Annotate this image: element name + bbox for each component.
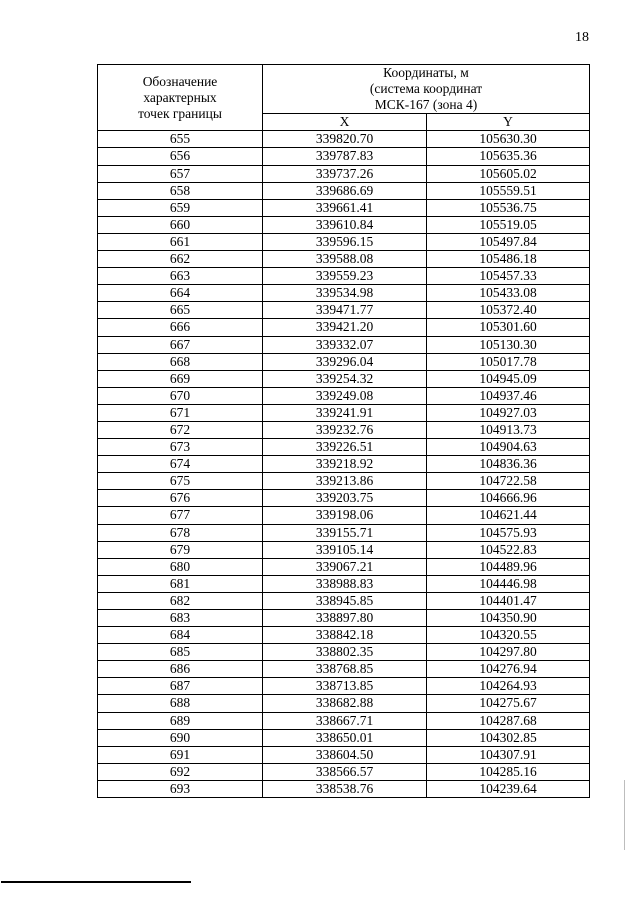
y-coordinate-cell: 104904.63 — [427, 439, 590, 456]
point-id-cell: 686 — [98, 661, 263, 678]
y-coordinate-cell: 104446.98 — [427, 575, 590, 592]
point-id-cell: 659 — [98, 199, 263, 216]
margin-mark — [624, 780, 625, 850]
point-id-cell: 663 — [98, 268, 263, 285]
header-x: X — [263, 114, 427, 131]
x-coordinate-cell: 339820.70 — [263, 131, 427, 148]
x-coordinate-cell: 339737.26 — [263, 165, 427, 182]
point-id-cell: 690 — [98, 729, 263, 746]
point-id-cell: 692 — [98, 763, 263, 780]
point-id-cell: 674 — [98, 456, 263, 473]
y-coordinate-cell: 104575.93 — [427, 524, 590, 541]
point-id-cell: 681 — [98, 575, 263, 592]
x-coordinate-cell: 339232.76 — [263, 421, 427, 438]
header-coordinates-line: Координаты, м — [383, 65, 469, 80]
point-id-cell: 666 — [98, 319, 263, 336]
x-coordinate-cell: 339067.21 — [263, 558, 427, 575]
x-coordinate-cell: 339105.14 — [263, 541, 427, 558]
y-coordinate-cell: 104264.93 — [427, 678, 590, 695]
table-row — [98, 712, 590, 729]
table-row — [98, 661, 590, 678]
point-id-cell: 669 — [98, 370, 263, 387]
y-coordinate-cell: 104276.94 — [427, 661, 590, 678]
point-id-cell: 691 — [98, 746, 263, 763]
y-coordinate-cell: 104489.96 — [427, 558, 590, 575]
table-row — [98, 268, 590, 285]
table-row — [98, 251, 590, 268]
y-coordinate-cell: 105372.40 — [427, 302, 590, 319]
y-coordinate-cell: 104320.55 — [427, 627, 590, 644]
table-row — [98, 285, 590, 302]
point-id-cell: 688 — [98, 695, 263, 712]
table-row — [98, 353, 590, 370]
table-row — [98, 575, 590, 592]
table-row — [98, 131, 590, 148]
table-row — [98, 233, 590, 250]
x-coordinate-cell: 339198.06 — [263, 507, 427, 524]
x-coordinate-cell: 338802.35 — [263, 644, 427, 661]
x-coordinate-cell: 339241.91 — [263, 404, 427, 421]
x-coordinate-cell: 339686.69 — [263, 182, 427, 199]
y-coordinate-cell: 105559.51 — [427, 182, 590, 199]
point-id-cell: 661 — [98, 233, 263, 250]
table-row — [98, 216, 590, 233]
y-coordinate-cell: 105301.60 — [427, 319, 590, 336]
x-coordinate-cell: 339203.75 — [263, 490, 427, 507]
y-coordinate-cell: 104350.90 — [427, 610, 590, 627]
point-id-cell: 677 — [98, 507, 263, 524]
point-id-cell: 675 — [98, 473, 263, 490]
y-coordinate-cell: 104937.46 — [427, 387, 590, 404]
header-coordinates-line: МСК-167 (зона 4) — [374, 97, 478, 113]
table-row — [98, 439, 590, 456]
point-id-cell: 684 — [98, 627, 263, 644]
point-id-cell: 685 — [98, 644, 263, 661]
table-row — [98, 148, 590, 165]
y-coordinate-cell: 104666.96 — [427, 490, 590, 507]
table-row — [98, 182, 590, 199]
y-coordinate-cell: 104522.83 — [427, 541, 590, 558]
table-row — [98, 302, 590, 319]
x-coordinate-cell: 339296.04 — [263, 353, 427, 370]
y-coordinate-cell: 105605.02 — [427, 165, 590, 182]
table-row — [98, 524, 590, 541]
table-row — [98, 387, 590, 404]
header-coordinates — [263, 65, 590, 114]
x-coordinate-cell: 338988.83 — [263, 575, 427, 592]
table-row — [98, 627, 590, 644]
table-row — [98, 592, 590, 609]
x-coordinate-cell: 339596.15 — [263, 233, 427, 250]
point-id-cell: 656 — [98, 148, 263, 165]
y-coordinate-cell: 104275.67 — [427, 695, 590, 712]
x-coordinate-cell: 339588.08 — [263, 251, 427, 268]
coordinates-table — [97, 64, 590, 798]
y-coordinate-cell: 104302.85 — [427, 729, 590, 746]
x-coordinate-cell: 339787.83 — [263, 148, 427, 165]
y-coordinate-cell: 105433.08 — [427, 285, 590, 302]
point-id-cell: 693 — [98, 780, 263, 797]
table-row — [98, 729, 590, 746]
x-coordinate-cell: 339610.84 — [263, 216, 427, 233]
point-id-cell: 670 — [98, 387, 263, 404]
table-row — [98, 558, 590, 575]
x-coordinate-cell: 339254.32 — [263, 370, 427, 387]
point-id-cell: 657 — [98, 165, 263, 182]
x-coordinate-cell: 339559.23 — [263, 268, 427, 285]
header-points-line: точек границы — [138, 105, 222, 121]
table-row — [98, 490, 590, 507]
header-points — [98, 65, 263, 131]
point-id-cell: 655 — [98, 131, 263, 148]
x-coordinate-cell: 338650.01 — [263, 729, 427, 746]
header-coordinates-line: (система координат — [369, 81, 483, 97]
y-coordinate-cell: 104239.64 — [427, 780, 590, 797]
table-row — [98, 199, 590, 216]
x-coordinate-cell: 339218.92 — [263, 456, 427, 473]
y-coordinate-cell: 104401.47 — [427, 592, 590, 609]
x-coordinate-cell: 339213.86 — [263, 473, 427, 490]
table-row — [98, 644, 590, 661]
y-coordinate-cell: 105519.05 — [427, 216, 590, 233]
x-coordinate-cell: 338604.50 — [263, 746, 427, 763]
x-coordinate-cell: 338682.88 — [263, 695, 427, 712]
point-id-cell: 678 — [98, 524, 263, 541]
bottom-rule — [1, 881, 191, 883]
x-coordinate-cell: 339226.51 — [263, 439, 427, 456]
point-id-cell: 658 — [98, 182, 263, 199]
y-coordinate-cell: 105017.78 — [427, 353, 590, 370]
point-id-cell: 682 — [98, 592, 263, 609]
point-id-cell: 687 — [98, 678, 263, 695]
x-coordinate-cell: 339471.77 — [263, 302, 427, 319]
y-coordinate-cell: 105130.30 — [427, 336, 590, 353]
x-coordinate-cell: 339421.20 — [263, 319, 427, 336]
point-id-cell: 683 — [98, 610, 263, 627]
table-row — [98, 780, 590, 797]
y-coordinate-cell: 104927.03 — [427, 404, 590, 421]
header-row — [98, 65, 590, 114]
x-coordinate-cell: 339249.08 — [263, 387, 427, 404]
point-id-cell: 680 — [98, 558, 263, 575]
y-coordinate-cell: 104297.80 — [427, 644, 590, 661]
y-coordinate-cell: 104285.16 — [427, 763, 590, 780]
y-coordinate-cell: 104287.68 — [427, 712, 590, 729]
y-coordinate-cell: 105457.33 — [427, 268, 590, 285]
point-id-cell: 668 — [98, 353, 263, 370]
header-points-line: Обозначение — [142, 73, 218, 89]
x-coordinate-cell: 338945.85 — [263, 592, 427, 609]
point-id-cell: 676 — [98, 490, 263, 507]
table-row — [98, 695, 590, 712]
x-coordinate-cell: 338538.76 — [263, 780, 427, 797]
x-coordinate-cell: 338566.57 — [263, 763, 427, 780]
table-row — [98, 746, 590, 763]
x-coordinate-cell: 339661.41 — [263, 199, 427, 216]
y-coordinate-cell: 105630.30 — [427, 131, 590, 148]
point-id-cell: 660 — [98, 216, 263, 233]
x-coordinate-cell: 338842.18 — [263, 627, 427, 644]
table-row — [98, 456, 590, 473]
table-row — [98, 370, 590, 387]
point-id-cell: 679 — [98, 541, 263, 558]
header-points-line: характерных — [143, 89, 217, 105]
point-id-cell: 673 — [98, 439, 263, 456]
y-coordinate-cell: 104307.91 — [427, 746, 590, 763]
x-coordinate-cell: 339332.07 — [263, 336, 427, 353]
table-row — [98, 763, 590, 780]
header-y: Y — [427, 114, 590, 131]
table-row — [98, 404, 590, 421]
y-coordinate-cell: 104836.36 — [427, 456, 590, 473]
table-row — [98, 678, 590, 695]
point-id-cell: 671 — [98, 404, 263, 421]
y-coordinate-cell: 105486.18 — [427, 251, 590, 268]
point-id-cell: 667 — [98, 336, 263, 353]
point-id-cell: 665 — [98, 302, 263, 319]
point-id-cell: 672 — [98, 421, 263, 438]
y-coordinate-cell: 104722.58 — [427, 473, 590, 490]
y-coordinate-cell: 105635.36 — [427, 148, 590, 165]
point-id-cell: 664 — [98, 285, 263, 302]
table-row — [98, 541, 590, 558]
table-body — [98, 131, 590, 798]
x-coordinate-cell: 338713.85 — [263, 678, 427, 695]
table-row — [98, 319, 590, 336]
x-coordinate-cell: 338667.71 — [263, 712, 427, 729]
y-coordinate-cell: 104913.73 — [427, 421, 590, 438]
table-row — [98, 165, 590, 182]
x-coordinate-cell: 338768.85 — [263, 661, 427, 678]
table-row — [98, 336, 590, 353]
table-row — [98, 507, 590, 524]
y-coordinate-cell: 104621.44 — [427, 507, 590, 524]
x-coordinate-cell: 339155.71 — [263, 524, 427, 541]
table-row — [98, 421, 590, 438]
table-row — [98, 610, 590, 627]
point-id-cell: 662 — [98, 251, 263, 268]
page-number: 18 — [575, 30, 589, 45]
y-coordinate-cell: 105497.84 — [427, 233, 590, 250]
point-id-cell: 689 — [98, 712, 263, 729]
x-coordinate-cell: 339534.98 — [263, 285, 427, 302]
y-coordinate-cell: 105536.75 — [427, 199, 590, 216]
y-coordinate-cell: 104945.09 — [427, 370, 590, 387]
x-coordinate-cell: 338897.80 — [263, 610, 427, 627]
table-row — [98, 473, 590, 490]
